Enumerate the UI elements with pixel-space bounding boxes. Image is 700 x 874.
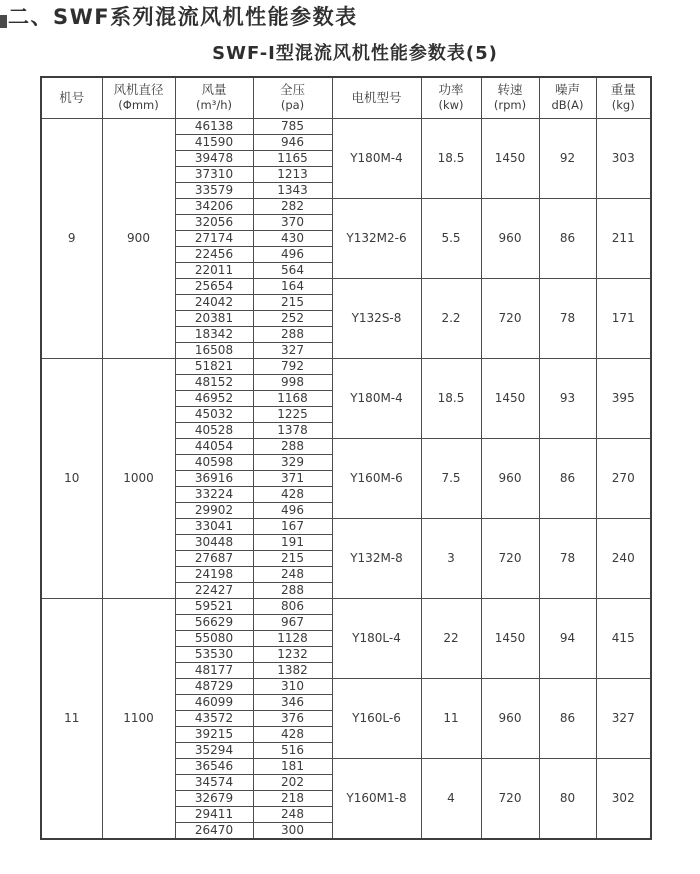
- flow-cell: 191: [253, 534, 332, 550]
- col-header-unit: (Φmm): [118, 98, 159, 113]
- table-row: [41, 358, 651, 374]
- flow-cell: 164: [253, 278, 332, 294]
- flow-cell: 39215: [175, 726, 253, 742]
- flow-cell: 36916: [175, 470, 253, 486]
- col-header-weight: [596, 77, 651, 119]
- flow-cell: 496: [253, 502, 332, 518]
- flow-cell: 46138: [175, 118, 253, 134]
- flow-cell: 371: [253, 470, 332, 486]
- flow-cell: 785: [253, 118, 332, 134]
- col-header-noise: [539, 77, 596, 119]
- power-cell: 2.2: [421, 278, 481, 358]
- noise-cell: 86: [539, 198, 596, 278]
- flow-cell: 1165: [253, 150, 332, 166]
- flow-cell: 430: [253, 230, 332, 246]
- machine-no-cell: 11: [41, 598, 102, 839]
- flow-cell: 33041: [175, 518, 253, 534]
- weight-cell: 302: [596, 758, 651, 839]
- flow-cell: 40528: [175, 422, 253, 438]
- noise-cell: 92: [539, 118, 596, 198]
- weight-cell: 327: [596, 678, 651, 758]
- col-header-label: 噪声: [554, 82, 580, 98]
- scan-artifact: [0, 15, 7, 28]
- flow-cell: 33579: [175, 182, 253, 198]
- flow-cell: 48729: [175, 678, 253, 694]
- flow-cell: 329: [253, 454, 332, 470]
- flow-cell: 516: [253, 742, 332, 758]
- power-cell: 4: [421, 758, 481, 839]
- flow-cell: 252: [253, 310, 332, 326]
- flow-cell: 44054: [175, 438, 253, 454]
- col-header-unit: (pa): [280, 98, 305, 113]
- flow-cell: 346: [253, 694, 332, 710]
- speed-cell: 960: [481, 678, 539, 758]
- motor-model-cell: Y160M1-8: [332, 758, 421, 839]
- table-row: [41, 118, 651, 134]
- flow-cell: 1378: [253, 422, 332, 438]
- flow-cell: 22011: [175, 262, 253, 278]
- speed-cell: 960: [481, 198, 539, 278]
- power-cell: 3: [421, 518, 481, 598]
- flow-cell: 22456: [175, 246, 253, 262]
- col-header-machine-no: [41, 77, 102, 119]
- flow-cell: 40598: [175, 454, 253, 470]
- col-header-power: [421, 77, 481, 119]
- speed-cell: 960: [481, 438, 539, 518]
- col-header-speed: [481, 77, 539, 119]
- power-cell: 18.5: [421, 358, 481, 438]
- col-header-label: 风量: [201, 82, 227, 98]
- flow-cell: 327: [253, 342, 332, 358]
- motor-model-cell: Y132M2-6: [332, 198, 421, 278]
- flow-cell: 998: [253, 374, 332, 390]
- flow-cell: 310: [253, 678, 332, 694]
- speed-cell: 1450: [481, 118, 539, 198]
- flow-cell: 22427: [175, 582, 253, 598]
- motor-model-cell: Y180M-4: [332, 118, 421, 198]
- diameter-cell: 1000: [102, 358, 175, 598]
- motor-model-cell: Y132S-8: [332, 278, 421, 358]
- diameter-cell: 1100: [102, 598, 175, 839]
- flow-cell: 376: [253, 710, 332, 726]
- flow-cell: 34574: [175, 774, 253, 790]
- flow-cell: 41590: [175, 134, 253, 150]
- flow-cell: 428: [253, 486, 332, 502]
- col-header-flow: [175, 77, 253, 119]
- noise-cell: 78: [539, 518, 596, 598]
- power-cell: 11: [421, 678, 481, 758]
- noise-cell: 78: [539, 278, 596, 358]
- flow-cell: 1382: [253, 662, 332, 678]
- flow-cell: 55080: [175, 630, 253, 646]
- flow-cell: 428: [253, 726, 332, 742]
- flow-cell: 25654: [175, 278, 253, 294]
- noise-cell: 94: [539, 598, 596, 678]
- flow-cell: 59521: [175, 598, 253, 614]
- motor-model-cell: Y180L-4: [332, 598, 421, 678]
- flow-cell: 370: [253, 214, 332, 230]
- flow-cell: 248: [253, 566, 332, 582]
- col-header-unit: (rpm): [493, 98, 527, 113]
- weight-cell: 303: [596, 118, 651, 198]
- flow-cell: 34206: [175, 198, 253, 214]
- weight-cell: 395: [596, 358, 651, 438]
- flow-cell: 564: [253, 262, 332, 278]
- machine-no-cell: 9: [41, 118, 102, 358]
- power-cell: 18.5: [421, 118, 481, 198]
- flow-cell: 24198: [175, 566, 253, 582]
- flow-cell: 946: [253, 134, 332, 150]
- flow-cell: 202: [253, 774, 332, 790]
- flow-cell: 181: [253, 758, 332, 774]
- col-header-label: 功率: [438, 82, 464, 98]
- flow-cell: 30448: [175, 534, 253, 550]
- noise-cell: 80: [539, 758, 596, 839]
- col-header-unit: (kw): [438, 98, 464, 113]
- flow-cell: 215: [253, 550, 332, 566]
- flow-cell: 792: [253, 358, 332, 374]
- noise-cell: 86: [539, 438, 596, 518]
- flow-cell: 288: [253, 326, 332, 342]
- flow-cell: 1232: [253, 646, 332, 662]
- table-title: SWF-I型混流风机性能参数表(5): [212, 43, 498, 65]
- flow-cell: 1168: [253, 390, 332, 406]
- flow-cell: 288: [253, 438, 332, 454]
- flow-cell: 18342: [175, 326, 253, 342]
- flow-cell: 36546: [175, 758, 253, 774]
- flow-cell: 24042: [175, 294, 253, 310]
- weight-cell: 270: [596, 438, 651, 518]
- flow-cell: 37310: [175, 166, 253, 182]
- flow-cell: 967: [253, 614, 332, 630]
- weight-cell: 171: [596, 278, 651, 358]
- power-cell: 5.5: [421, 198, 481, 278]
- col-header-unit: (m³/h): [196, 98, 232, 113]
- fan-performance-table: [40, 76, 652, 840]
- flow-cell: 48152: [175, 374, 253, 390]
- col-header-label: 风机直径: [113, 82, 164, 98]
- col-header-pressure: [253, 77, 332, 119]
- flow-cell: 248: [253, 806, 332, 822]
- speed-cell: 1450: [481, 358, 539, 438]
- col-header-label: 电机型号: [351, 89, 402, 105]
- flow-cell: 1343: [253, 182, 332, 198]
- flow-cell: 288: [253, 582, 332, 598]
- speed-cell: 720: [481, 278, 539, 358]
- flow-cell: 806: [253, 598, 332, 614]
- motor-model-cell: Y180M-4: [332, 358, 421, 438]
- flow-cell: 20381: [175, 310, 253, 326]
- flow-cell: 496: [253, 246, 332, 262]
- flow-cell: 29902: [175, 502, 253, 518]
- speed-cell: 720: [481, 518, 539, 598]
- machine-no-cell: 10: [41, 358, 102, 598]
- flow-cell: 218: [253, 790, 332, 806]
- flow-cell: 167: [253, 518, 332, 534]
- flow-cell: 300: [253, 822, 332, 839]
- power-cell: 22: [421, 598, 481, 678]
- flow-cell: 29411: [175, 806, 253, 822]
- flow-cell: 215: [253, 294, 332, 310]
- col-header-unit: dB(A): [551, 98, 584, 113]
- flow-cell: 45032: [175, 406, 253, 422]
- power-cell: 7.5: [421, 438, 481, 518]
- flow-cell: 35294: [175, 742, 253, 758]
- noise-cell: 86: [539, 678, 596, 758]
- weight-cell: 415: [596, 598, 651, 678]
- flow-cell: 32679: [175, 790, 253, 806]
- weight-cell: 211: [596, 198, 651, 278]
- col-header-label: 转速: [497, 82, 523, 98]
- motor-model-cell: Y132M-8: [332, 518, 421, 598]
- header-row: [41, 77, 651, 119]
- motor-model-cell: Y160M-6: [332, 438, 421, 518]
- col-header-diameter: [102, 77, 175, 119]
- weight-cell: 240: [596, 518, 651, 598]
- flow-cell: 32056: [175, 214, 253, 230]
- col-header-label: 全压: [279, 82, 305, 98]
- flow-cell: 1128: [253, 630, 332, 646]
- flow-cell: 1225: [253, 406, 332, 422]
- flow-cell: 1213: [253, 166, 332, 182]
- flow-cell: 51821: [175, 358, 253, 374]
- flow-cell: 46952: [175, 390, 253, 406]
- noise-cell: 93: [539, 358, 596, 438]
- flow-cell: 48177: [175, 662, 253, 678]
- flow-cell: 27687: [175, 550, 253, 566]
- flow-cell: 26470: [175, 822, 253, 839]
- table-row: [41, 598, 651, 614]
- flow-cell: 56629: [175, 614, 253, 630]
- speed-cell: 1450: [481, 598, 539, 678]
- flow-cell: 53530: [175, 646, 253, 662]
- diameter-cell: 900: [102, 118, 175, 358]
- col-header-label: 重量: [610, 82, 636, 98]
- flow-cell: 282: [253, 198, 332, 214]
- speed-cell: 720: [481, 758, 539, 839]
- flow-cell: 43572: [175, 710, 253, 726]
- flow-cell: 33224: [175, 486, 253, 502]
- flow-cell: 16508: [175, 342, 253, 358]
- flow-cell: 46099: [175, 694, 253, 710]
- flow-cell: 39478: [175, 150, 253, 166]
- flow-cell: 27174: [175, 230, 253, 246]
- col-header-label: 机号: [59, 89, 85, 105]
- col-header-motor-model: [332, 77, 421, 119]
- page-title: 二、SWF系列混流风机性能参数表: [8, 5, 358, 29]
- motor-model-cell: Y160L-6: [332, 678, 421, 758]
- col-header-unit: (kg): [611, 98, 635, 113]
